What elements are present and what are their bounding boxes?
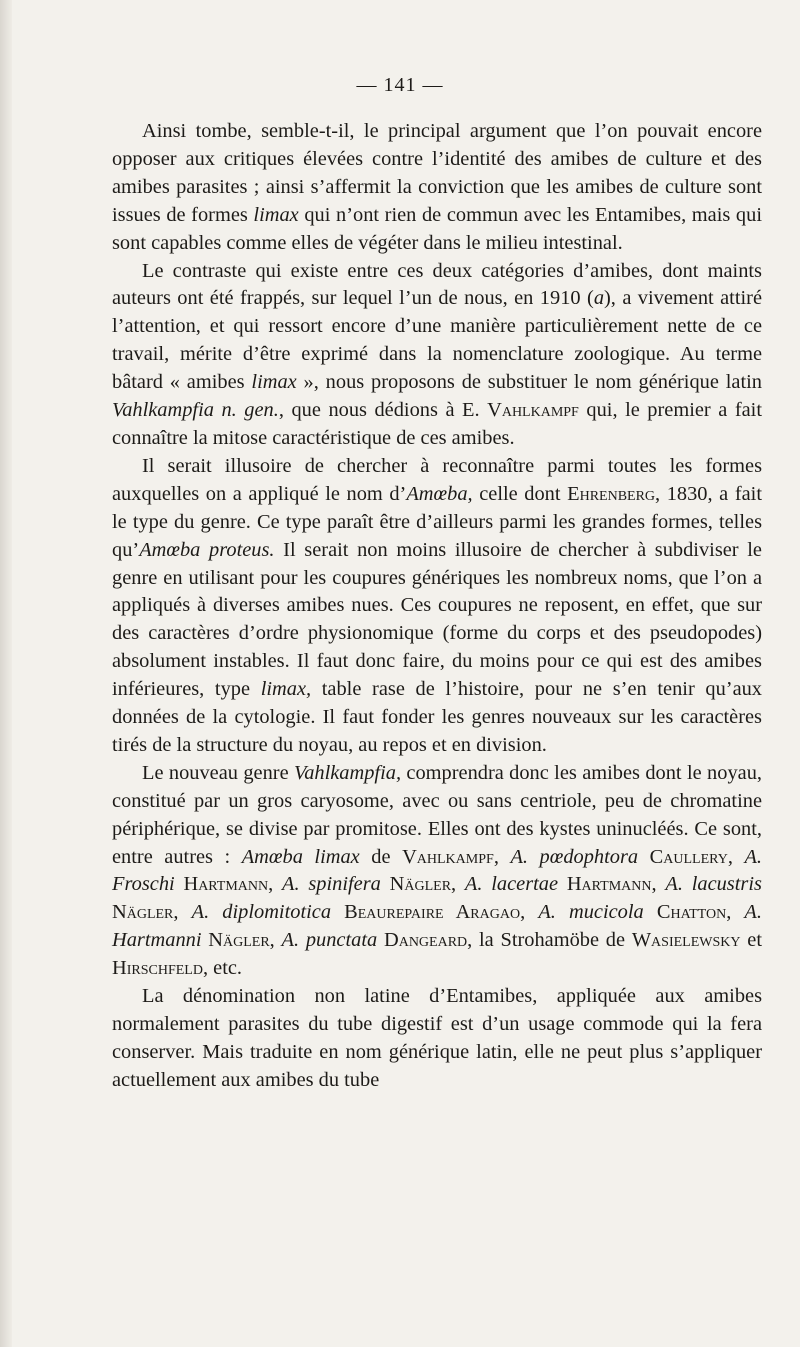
text-run: , <box>269 929 282 952</box>
italic-term: A. punctata <box>281 929 378 952</box>
italic-term: A. lacustris <box>665 873 762 896</box>
text-run: table rase de l’histoire, pour ne s’en tenir qu’aux données de la cytologie. Il faut fonder les genres nouveaux sur les caractères tirés de la structure du noyau, au repos et en division. <box>112 678 763 756</box>
text-run: La dénomination non latine d’Entamibes, appliquée aux amibes normalement parasites du tube digestif est d’un usage commode qui la fera conserver. Mais traduite en nom générique latin, elle ne peut plus s’appliquer actuellement aux amibes du tube <box>112 985 762 1091</box>
author-name: Beaurepaire Aragao <box>344 901 521 924</box>
italic-term: A. pœdophtora <box>510 845 639 868</box>
italic-term: A. mucicola <box>538 901 644 924</box>
page-binding-edge <box>0 0 12 1347</box>
paragraph <box>112 118 762 258</box>
text-run: , etc. <box>202 957 243 980</box>
text-run: qui, le premier a fait connaître la mitose caractéristique de ces amibes. <box>112 399 762 449</box>
text-run: , la Strohamöbe de <box>467 929 632 952</box>
text-run: , <box>726 901 745 924</box>
text-run: , 1830, a fait le type du genre. Ce type paraît être d’ailleurs parmi les grandes formes, telles qu’ <box>112 482 762 561</box>
author-name: Vahlkampf <box>402 845 494 868</box>
italic-term: Vahlkampfia, <box>294 761 402 784</box>
text-run <box>638 846 650 868</box>
text-run: celle dont <box>472 482 568 505</box>
text-run: comprendra donc les amibes dont le noyau, constitué par un gros caryosome, avec ou sans centriole, peu de chromatine périphérique, se divise par promitose. Elles ont des kystes uninucléés. Ce sont, entre autres : <box>112 761 762 868</box>
body-text <box>112 118 762 1095</box>
text-run: ), a vivement attiré l’attention, et qui ressort encore d’une manière particulièrement nette de ce travail, mérite d’être exprimé dans la nomenclature zoologique. Au terme bâtard « amibes <box>112 287 763 394</box>
text-run: Le nouveau genre <box>142 761 294 784</box>
text-run: de <box>359 845 403 868</box>
italic-term: Amœba, <box>406 482 473 505</box>
italic-term: limax <box>251 371 297 394</box>
author-name: Dangeard <box>383 929 468 952</box>
text-run: , <box>493 845 511 868</box>
text-run <box>331 901 344 923</box>
text-run: qui n’ont rien de commun avec les Entamibes, mais qui sont capables comme elles de végéter dans le milieu intestinal. <box>112 203 762 254</box>
italic-term: Vahlkampfia n. gen. <box>112 399 279 422</box>
text-run <box>558 873 567 895</box>
author-name: Hartmann <box>183 873 269 896</box>
text-run: », nous proposons de substituer le nom générique latin <box>296 371 762 394</box>
text-run: , <box>651 873 666 896</box>
author-name: Ehrenberg <box>567 482 656 505</box>
author-name: Caullery <box>649 845 728 868</box>
italic-term: A. Froschi <box>112 845 763 896</box>
author-name: Wasielewsky <box>631 929 741 952</box>
italic-term: A. spinifera <box>282 873 381 896</box>
paragraph <box>112 760 762 983</box>
author-name: Nägler <box>389 873 452 896</box>
text-run: , <box>268 873 283 896</box>
author-name: Hirschfeld <box>112 957 203 980</box>
italic-term: A. lacertae <box>464 873 559 896</box>
text-run <box>644 901 657 923</box>
text-run <box>377 929 384 951</box>
author-name: Vahlkampf <box>487 399 579 422</box>
text-run: Il serait non moins illusoire de chercher à subdiviser le genre en utilisant pour les coupures génériques les nombreux noms, que l’on a appliqués à diverses amibes nues. Ces coupures ne reposent, en effet, que sur des caractères d’ordre physionomique (forme du corps et des pseudopodes) absolument instables. Il faut donc faire, du moins pour ce qui est des amibes inférieures, type <box>112 538 762 701</box>
italic-term: limax, <box>260 678 312 701</box>
text-run: , <box>451 873 465 896</box>
text-run: Ainsi tombe, semble-t-il, le principal argument que l’on pouvait encore opposer aux critiques élevées contre l’identité des amibes de culture et des amibes parasites ; ainsi s’affermit la conviction que les amibes de culture sont issues de formes <box>112 120 762 226</box>
paragraph <box>112 453 762 760</box>
author-name: Hartmann <box>566 873 652 896</box>
text-run: , que nous dédions à E. <box>278 399 488 422</box>
text-run: , <box>173 901 192 924</box>
text-run: et <box>740 929 762 952</box>
paragraph <box>112 983 762 1095</box>
author-name: Nägler <box>208 929 270 952</box>
page-number: — 141 — <box>356 74 444 96</box>
italic-term: Amœba limax <box>241 845 360 868</box>
italic-term: A. diplomitotica <box>191 901 332 924</box>
text-run: , <box>727 845 745 868</box>
paragraph <box>112 258 762 453</box>
author-name: Nägler <box>112 901 174 924</box>
text-run <box>381 873 390 895</box>
italic-term: Amœba proteus. <box>139 538 275 561</box>
text-run: , <box>520 901 539 924</box>
italic-term: a <box>593 287 605 310</box>
italic-term: limax <box>253 203 299 226</box>
text-run: Le contraste qui existe entre ces deux catégories d’amibes, dont maints auteurs ont été frappés, sur lequel l’un de nous, en 1910 ( <box>112 259 762 310</box>
text-run: Il serait illusoire de chercher à reconnaître parmi toutes les formes auxquelles on a appliqué le nom d’ <box>112 454 762 505</box>
author-name: Chatton <box>656 901 727 924</box>
italic-term: A. Hartmanni <box>112 901 762 952</box>
